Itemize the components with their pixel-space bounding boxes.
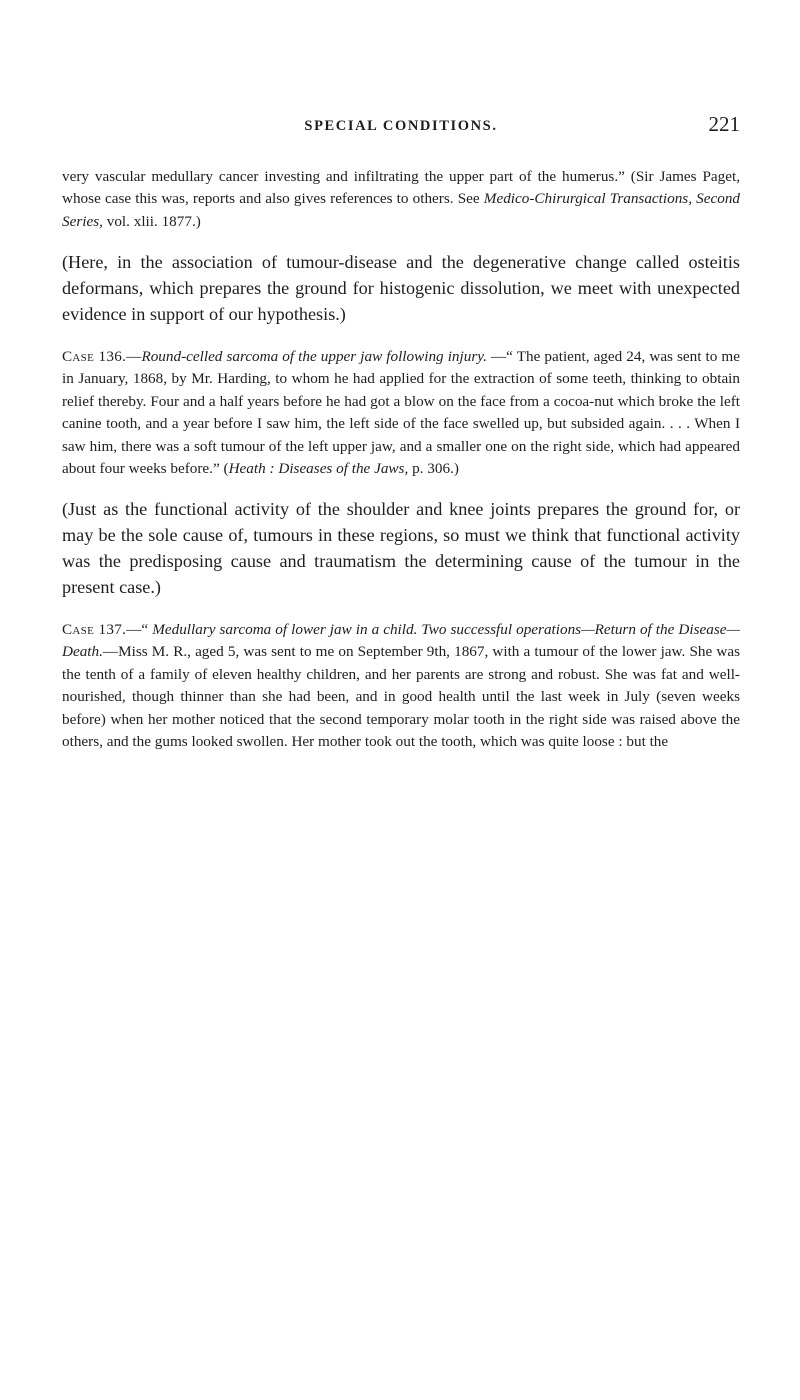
paragraph-paget-quote <box>62 166 740 233</box>
case-label: Case 137. <box>62 621 127 638</box>
paragraph-case-137 <box>62 619 740 753</box>
paragraph-osteitis-commentary: (Here, in the association of tumour-disease and the degenerative change called osteitis deformans, which prepares the ground for histogenic dissolution, we meet with unexpected evidence in support of our hypothesis.) <box>62 252 740 325</box>
case-title: Round-celled sarcoma of the upper jaw following injury. <box>141 347 487 365</box>
case-dash: —“ <box>126 621 153 638</box>
paragraph-text: —“ The patient, aged 24, was sent to me in January, 1868, by Mr. Harding, to whom he had applied for the extraction of some teeth, thinking to obtain relief thereby. Four and a half years before he had got a blow on the face from a cocoa-nut which broke the left canine tooth, and a year before I saw him, the left side of the face swelled up, but subsided again. . . . When I saw him, there was a soft tumour of the left upper jaw, and a smaller one on the right side, which had appeared about four weeks before.” ( <box>62 347 740 477</box>
page-body <box>62 166 740 753</box>
case-title: Medullary sarcoma of lower jaw in a child. Two successful operations—Return of the Disease—Death. <box>62 621 740 661</box>
paragraph-text: very vascular medullary cancer investing and infiltrating the upper part of the humerus.” (Sir James Paget, whose case this was, reports and also gives references to others. See <box>62 168 740 208</box>
paragraph-case-136 <box>62 346 740 480</box>
case-dash: — <box>126 347 142 365</box>
paragraph-text: vol. xlii. 1877.) <box>102 212 201 230</box>
case-label: Case 136. <box>62 347 127 365</box>
page-number: 221 <box>708 112 740 136</box>
running-head <box>62 113 740 139</box>
paragraph-functional-activity-commentary: (Just as the functional activity of the shoulder and knee joints prepares the ground for, or may be the sole cause of, tumours in these regions, so must we think that functional activity was the predisposing cause and traumatism the determining cause of the tumour in the present case.) <box>62 499 740 598</box>
journal-title: Medico-Chirurgical Transactions, Second Series, <box>62 190 741 230</box>
citation-title: Heath : Diseases of the Jaws, <box>228 459 409 477</box>
paragraph-text: —Miss M. R., aged 5, was sent to me on September 9th, 1867, with a tumour of the lower jaw. She was the tenth of a family of eleven healthy children, and her parents are strong and robust. She was fat and well-nourished, though thinner than she had been, and in good health until the last week in July (seven weeks before) when her mother noticed that the second temporary molar tooth in the right side was raised above the others, and the gums looked swollen. Her mother took out the tooth, which was quite loose : but the <box>62 643 740 751</box>
paragraph-text: p. 306.) <box>408 459 459 477</box>
running-title: SPECIAL CONDITIONS. <box>304 118 498 134</box>
